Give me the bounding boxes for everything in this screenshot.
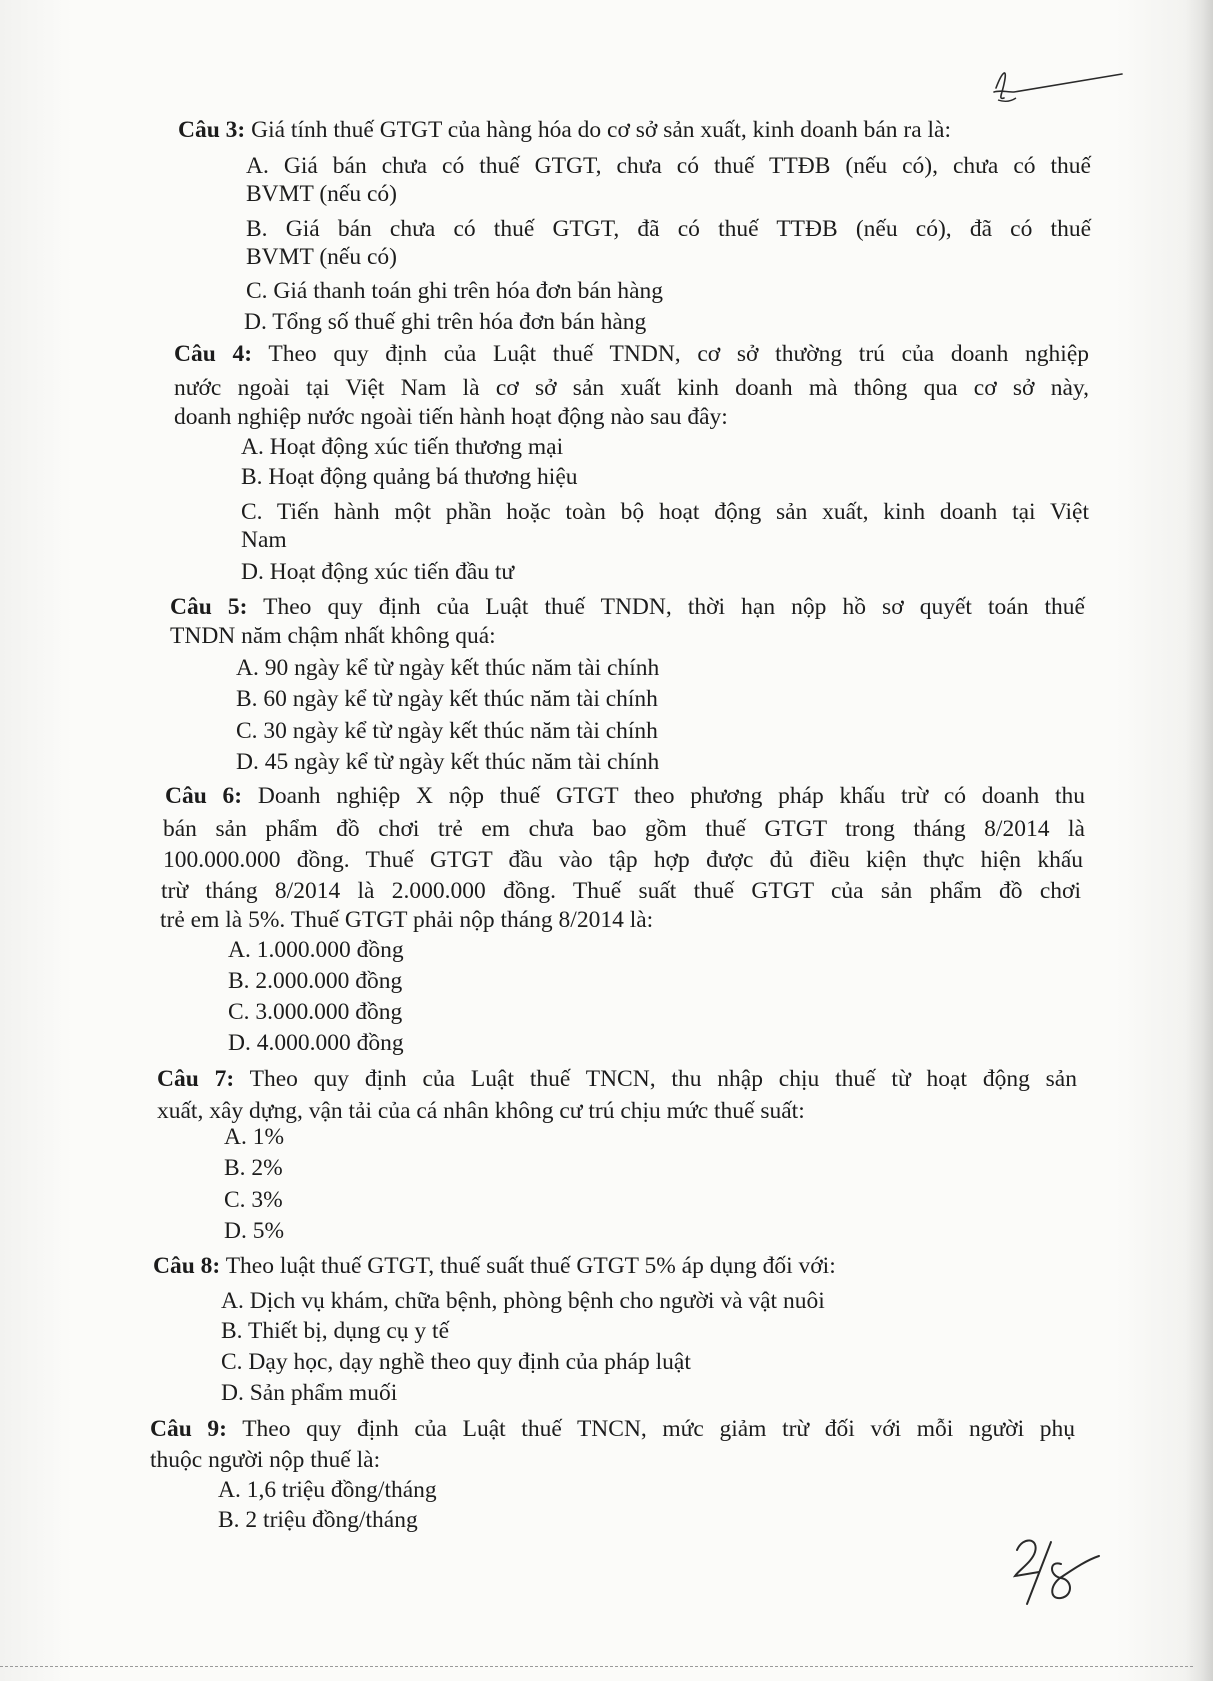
option-6b: B. 2.000.000 đồng: [228, 968, 403, 994]
question-6-line-4: trừ tháng 8/2014 là 2.000.000 đồng. Thuế suất thuế GTGT của sản phẩm đồ chơi: [161, 878, 1081, 904]
option-5c: C. 30 ngày kể từ ngày kết thúc năm tài chính: [236, 718, 658, 744]
option-8b: B. Thiết bị, dụng cụ y tế: [221, 1318, 450, 1344]
option-7c: C. 3%: [224, 1187, 283, 1213]
option-6d: D. 4.000.000 đồng: [228, 1030, 404, 1056]
question-number: Câu 3:: [178, 117, 246, 143]
question-text: Giá tính thuế GTGT của hàng hóa do cơ sở sản xuất, kinh doanh bán ra là:: [251, 117, 951, 143]
option-9b: B. 2 triệu đồng/tháng: [218, 1507, 418, 1533]
question-7-stem: [157, 1064, 1077, 1094]
question-6-line-3: 100.000.000 đồng. Thuế GTGT đầu vào tập hợp được đủ điều kiện thực hiện khấu: [163, 847, 1083, 873]
question-9-line-2: thuộc người nộp thuế là:: [150, 1447, 381, 1473]
question-5-line-2: TNDN năm chậm nhất không quá:: [170, 623, 496, 649]
handwritten-signature: [990, 62, 1130, 112]
option-9a: A. 1,6 triệu đồng/tháng: [218, 1477, 437, 1503]
question-text: Theo luật thuế GTGT, thuế suất thuế GTGT 5% áp dụng đối với:: [225, 1253, 836, 1279]
page-edge-shadow: [1185, 0, 1213, 1681]
question-text: Theo quy định của Luật thuế TNCN, mức giảm trừ đối với mỗi người phụ: [242, 1416, 1076, 1442]
option-5d: D. 45 ngày kể từ ngày kết thúc năm tài chính: [236, 749, 660, 775]
option-3a: A. Giá bán chưa có thuế GTGT, chưa có thuế TTĐB (nếu có), chưa có thuế: [246, 153, 1091, 179]
option-4c: C. Tiến hành một phần hoặc toàn bộ hoạt động sản xuất, kinh doanh tại Việt: [241, 499, 1089, 525]
question-4-stem: [174, 339, 1089, 369]
page-bottom-rule: [0, 1666, 1193, 1668]
question-4-line-2: nước ngoài tại Việt Nam là cơ sở sản xuất kinh doanh mà thông qua cơ sở này,: [174, 375, 1089, 401]
option-3d: D. Tổng số thuế ghi trên hóa đơn bán hàng: [244, 309, 647, 335]
option-7d: D. 5%: [224, 1218, 285, 1244]
question-5-stem: [170, 592, 1085, 622]
question-6-line-2: bán sản phẩm đồ chơi trẻ em chưa bao gồm thuế GTGT trong tháng 8/2014 là: [163, 816, 1085, 842]
option-7a: A. 1%: [224, 1124, 285, 1150]
option-4d: D. Hoạt động xúc tiến đầu tư: [241, 559, 515, 585]
handwritten-page-number: [1005, 1530, 1105, 1610]
question-number: Câu 9:: [150, 1416, 227, 1442]
question-9-stem: [150, 1414, 1075, 1444]
option-5b: B. 60 ngày kể từ ngày kết thúc năm tài chính: [236, 686, 658, 712]
question-number: Câu 5:: [170, 594, 248, 620]
option-8a: A. Dịch vụ khám, chữa bệnh, phòng bệnh cho người và vật nuôi: [221, 1288, 825, 1314]
option-6a: A. 1.000.000 đồng: [228, 937, 404, 963]
option-3c: C. Giá thanh toán ghi trên hóa đơn bán hàng: [246, 278, 664, 304]
option-6c: C. 3.000.000 đồng: [228, 999, 403, 1025]
option-4b: B. Hoạt động quảng bá thương hiệu: [241, 464, 578, 490]
question-number: Câu 6:: [165, 783, 243, 809]
option-4a: A. Hoạt động xúc tiến thương mại: [241, 434, 564, 460]
question-number: Câu 8:: [153, 1253, 221, 1279]
option-3a-cont: BVMT (nếu có): [246, 181, 397, 207]
question-text: Theo quy định của Luật thuế TNCN, thu nhập chịu thuế từ hoạt động sản: [249, 1066, 1077, 1092]
question-8-stem: [153, 1251, 836, 1281]
option-8c: C. Dạy học, dạy nghề theo quy định của pháp luật: [221, 1349, 691, 1375]
question-number: Câu 4:: [174, 341, 253, 367]
question-text: Theo quy định của Luật thuế TNDN, thời hạn nộp hồ sơ quyết toán thuế: [263, 594, 1085, 620]
option-3b-cont: BVMT (nếu có): [246, 244, 397, 270]
question-6-stem: [165, 781, 1085, 811]
question-3-stem: [178, 115, 951, 145]
question-text: Theo quy định của Luật thuế TNDN, cơ sở thường trú của doanh nghiệp: [268, 341, 1089, 367]
question-4-line-3: doanh nghiệp nước ngoài tiến hành hoạt động nào sau đây:: [174, 404, 728, 430]
option-8d: D. Sản phẩm muối: [221, 1380, 398, 1406]
option-3b: B. Giá bán chưa có thuế GTGT, đã có thuế TTĐB (nếu có), đã có thuế: [246, 216, 1091, 242]
question-6-line-5: trẻ em là 5%. Thuế GTGT phải nộp tháng 8/2014 là:: [160, 907, 654, 933]
option-7b: B. 2%: [224, 1155, 283, 1181]
option-4c-cont: Nam: [241, 527, 287, 553]
question-number: Câu 7:: [157, 1066, 235, 1092]
option-5a: A. 90 ngày kể từ ngày kết thúc năm tài chính: [236, 655, 660, 681]
question-7-line-2: xuất, xây dựng, vận tải của cá nhân không cư trú chịu mức thuế suất:: [157, 1098, 805, 1124]
question-text: Doanh nghiệp X nộp thuế GTGT theo phương pháp khấu trừ có doanh thu: [257, 783, 1086, 809]
